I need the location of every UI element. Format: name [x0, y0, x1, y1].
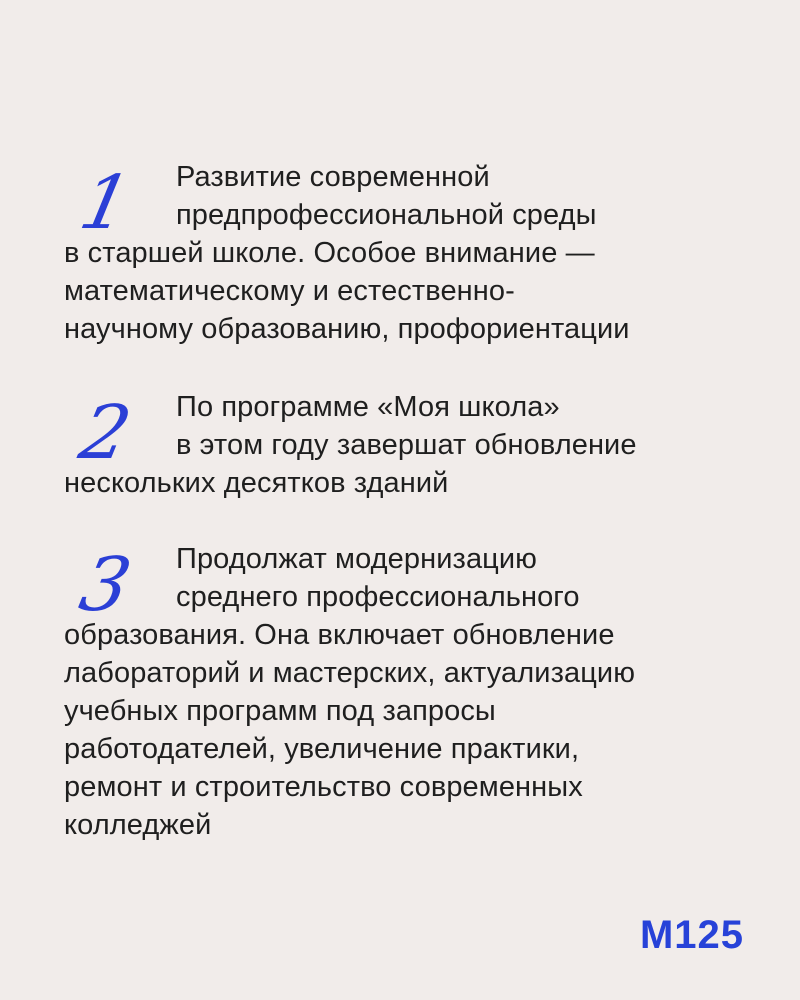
- m125-logo: М125: [639, 913, 744, 957]
- item-text-line: среднего профессионального: [176, 581, 580, 613]
- item-2: [64, 388, 764, 502]
- item-text-line: в этом году завершат обновление: [176, 429, 637, 461]
- item-text-line: Развитие современной: [176, 161, 490, 193]
- item-text-line: образования. Она включает обновление: [64, 619, 615, 651]
- item-3: [64, 540, 764, 844]
- item-text-line: учебных программ под запросы: [64, 695, 496, 727]
- item-text-line: научному образованию, профориентации: [64, 313, 630, 345]
- item-1: [64, 158, 764, 348]
- item-text-line: работодателей, увеличение практики,: [64, 733, 580, 765]
- item-text-line: нескольких десятков зданий: [64, 467, 449, 499]
- item-number-3: 3: [72, 542, 139, 628]
- item-text-1: [64, 158, 764, 348]
- item-text-line: предпрофессиональной среды: [176, 199, 597, 231]
- item-text-line: По программе «Моя школа»: [176, 391, 560, 423]
- item-number-2: 2: [72, 390, 139, 476]
- item-number-1: 1: [72, 160, 139, 246]
- item-text-line: ремонт и строительство современных: [64, 771, 583, 803]
- item-text-line: математическому и естественно-: [64, 275, 515, 307]
- item-text-line: Продолжат модернизацию: [176, 543, 538, 575]
- item-text-2: [64, 388, 764, 502]
- item-text-line: колледжей: [64, 809, 212, 841]
- item-text-line: в старшей школе. Особое внимание —: [64, 237, 595, 269]
- item-text-3: [64, 540, 764, 844]
- item-text-line: лабораторий и мастерских, актуализацию: [64, 657, 636, 689]
